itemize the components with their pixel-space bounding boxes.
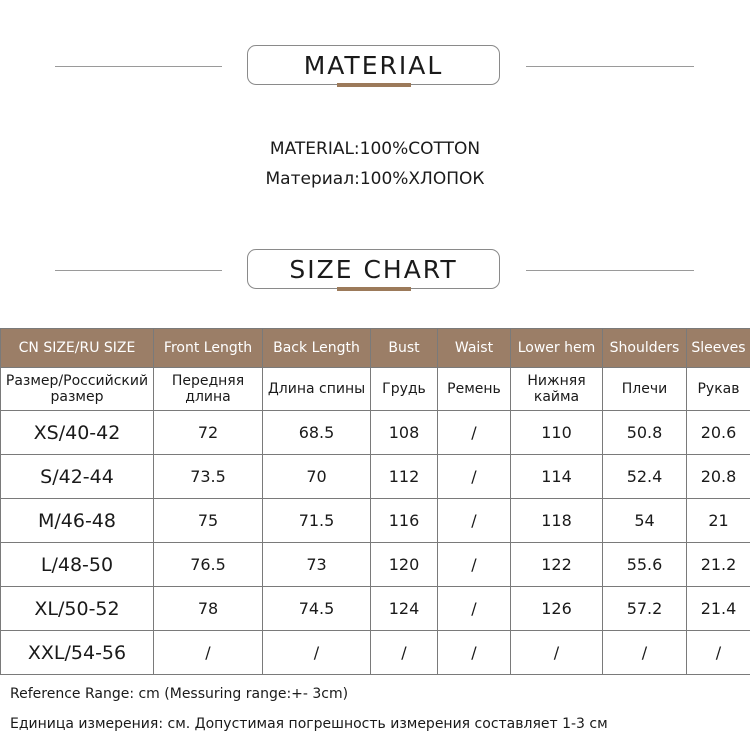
- table-cell: 116: [371, 499, 438, 543]
- table-cell: 71.5: [263, 499, 371, 543]
- header-cell-shoulders: Shoulders: [603, 329, 687, 368]
- heading-accent-bar: [337, 287, 411, 291]
- table-row: [1, 543, 750, 587]
- table-cell: 76.5: [154, 543, 263, 587]
- table-cell: 21: [687, 499, 750, 543]
- table-cell: 73.5: [154, 455, 263, 499]
- header-cell-back-length: Back Length: [263, 329, 371, 368]
- table-cell: /: [438, 499, 511, 543]
- table-cell: 57.2: [603, 587, 687, 631]
- size-cell: XS/40-42: [1, 411, 154, 455]
- divider-line: [526, 270, 694, 271]
- reference-range-note-en: Reference Range: cm (Messuring range:+- 3cm): [10, 686, 349, 702]
- table-row: [1, 587, 750, 631]
- table-cell: 118: [511, 499, 603, 543]
- table-cell: /: [438, 587, 511, 631]
- table-cell: 20.6: [687, 411, 750, 455]
- table-cell: 124: [371, 587, 438, 631]
- table-cell: /: [687, 631, 750, 675]
- heading-accent-bar: [337, 83, 411, 87]
- table-cell: /: [263, 631, 371, 675]
- size-chart-section-header: [0, 249, 750, 295]
- size-cell: L/48-50: [1, 543, 154, 587]
- table-row: [1, 499, 750, 543]
- header-cell-lower-hem: Lower hem: [511, 329, 603, 368]
- header-cell-bust: Bust: [371, 329, 438, 368]
- table-cell: 114: [511, 455, 603, 499]
- header-cell-sleeves: Sleeves: [687, 329, 750, 368]
- table-cell: /: [511, 631, 603, 675]
- table-cell: 52.4: [603, 455, 687, 499]
- table-cell: /: [154, 631, 263, 675]
- table-cell: 108: [371, 411, 438, 455]
- table-cell: 68.5: [263, 411, 371, 455]
- table-cell: /: [371, 631, 438, 675]
- header-cell-shoulders-ru: Плечи: [603, 368, 687, 411]
- divider-line: [55, 66, 222, 67]
- divider-line: [55, 270, 222, 271]
- table-cell: 70: [263, 455, 371, 499]
- table-cell: 75: [154, 499, 263, 543]
- table-cell: /: [438, 543, 511, 587]
- table-cell: /: [438, 455, 511, 499]
- header-cell-front-length-ru: Передняя длина: [154, 368, 263, 411]
- header-row-ru: [1, 368, 750, 411]
- table-cell: 73: [263, 543, 371, 587]
- table-cell: 21.4: [687, 587, 750, 631]
- table-cell: 120: [371, 543, 438, 587]
- header-cell-size-ru: Размер/Российский размер: [1, 368, 154, 411]
- table-cell: 110: [511, 411, 603, 455]
- table-cell: 55.6: [603, 543, 687, 587]
- size-chart-heading: SIZE CHART: [247, 249, 500, 289]
- material-line-en: MATERIAL:100%COTTON: [269, 139, 481, 159]
- size-cell: XXL/54-56: [1, 631, 154, 675]
- size-cell: M/46-48: [1, 499, 154, 543]
- reference-range-note-ru: Единица измерения: см. Допустимая погрешность измерения составляет 1-3 см: [10, 716, 608, 732]
- material-section-header: [0, 45, 750, 91]
- header-cell-bust-ru: Грудь: [371, 368, 438, 411]
- table-cell: 74.5: [263, 587, 371, 631]
- table-cell: 126: [511, 587, 603, 631]
- material-line-ru: Материал:100%ХЛОПОК: [265, 169, 485, 189]
- table-cell: 54: [603, 499, 687, 543]
- table-cell: /: [603, 631, 687, 675]
- header-row-en: [1, 329, 750, 368]
- header-cell-sleeves-ru: Рукав: [687, 368, 750, 411]
- size-cell: XL/50-52: [1, 587, 154, 631]
- table-row: [1, 455, 750, 499]
- table-cell: /: [438, 631, 511, 675]
- header-cell-back-length-ru: Длина спины: [263, 368, 371, 411]
- divider-line: [526, 66, 694, 67]
- table-cell: 20.8: [687, 455, 750, 499]
- table-cell: /: [438, 411, 511, 455]
- table-cell: 21.2: [687, 543, 750, 587]
- table-cell: 78: [154, 587, 263, 631]
- table-cell: 72: [154, 411, 263, 455]
- table-cell: 50.8: [603, 411, 687, 455]
- table-row: [1, 411, 750, 455]
- header-cell-waist-ru: Ремень: [438, 368, 511, 411]
- size-cell: S/42-44: [1, 455, 154, 499]
- header-cell-size: CN SIZE/RU SIZE: [1, 329, 154, 368]
- header-cell-lower-hem-ru: Нижняя кайма: [511, 368, 603, 411]
- material-heading: MATERIAL: [247, 45, 500, 85]
- table-cell: 112: [371, 455, 438, 499]
- header-cell-waist: Waist: [438, 329, 511, 368]
- table-row: [1, 631, 750, 675]
- size-chart-table: [0, 328, 750, 675]
- table-cell: 122: [511, 543, 603, 587]
- header-cell-front-length: Front Length: [154, 329, 263, 368]
